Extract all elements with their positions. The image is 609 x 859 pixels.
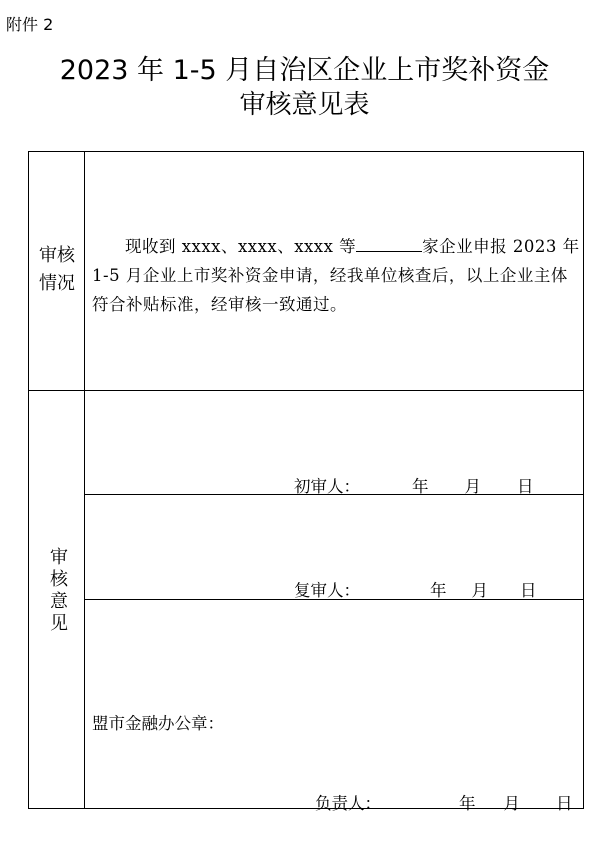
review-status-heading-line1: 审核 xyxy=(39,245,75,266)
responsible-year-label: 年 xyxy=(459,794,476,813)
review-opinion-heading: 审核意见 xyxy=(47,547,68,635)
second-reviewer-label: 复审人： xyxy=(294,581,360,600)
second-review-month-label: 月 xyxy=(471,581,488,600)
review-status-text xyxy=(92,232,580,319)
first-review-signature-line xyxy=(294,473,534,497)
first-review-day-label: 日 xyxy=(517,477,534,496)
enterprise-count-blank[interactable] xyxy=(356,236,422,252)
form-title-line2: 审核意见表 xyxy=(239,90,370,120)
review-status-text-part1: 现收到 xxxx、xxxx、xxxx 等 xyxy=(125,237,357,256)
responsible-month-label: 月 xyxy=(503,794,520,813)
second-review-day-label: 日 xyxy=(520,581,537,600)
responsible-signature-line xyxy=(315,790,573,814)
second-review-year-label: 年 xyxy=(430,581,447,600)
second-review-signature-line xyxy=(294,577,537,601)
review-status-heading xyxy=(29,242,85,298)
section-divider xyxy=(29,390,583,391)
responsible-person-label: 负责人： xyxy=(315,794,381,813)
responsible-day-label: 日 xyxy=(556,794,573,813)
review-status-heading-line2: 情况 xyxy=(39,273,75,294)
first-review-month-label: 月 xyxy=(464,477,481,496)
review-opinion-table xyxy=(28,151,584,813)
first-reviewer-label: 初审人： xyxy=(294,477,360,496)
form-title-line1: 2023 年 1-5 月自治区企业上市奖补资金 xyxy=(59,55,550,86)
attachment-label: 附件 2 xyxy=(6,15,54,34)
financial-office-stamp-label: 盟市金融办公章： xyxy=(92,714,224,733)
review-status-text-part2: 家企业申报 2023 年 1-5 月企业上市奖补资金申请，经我单位核查后，以上企业主体符合补贴标准，经审核一致通过。 xyxy=(92,237,580,314)
first-review-year-label: 年 xyxy=(412,477,429,496)
